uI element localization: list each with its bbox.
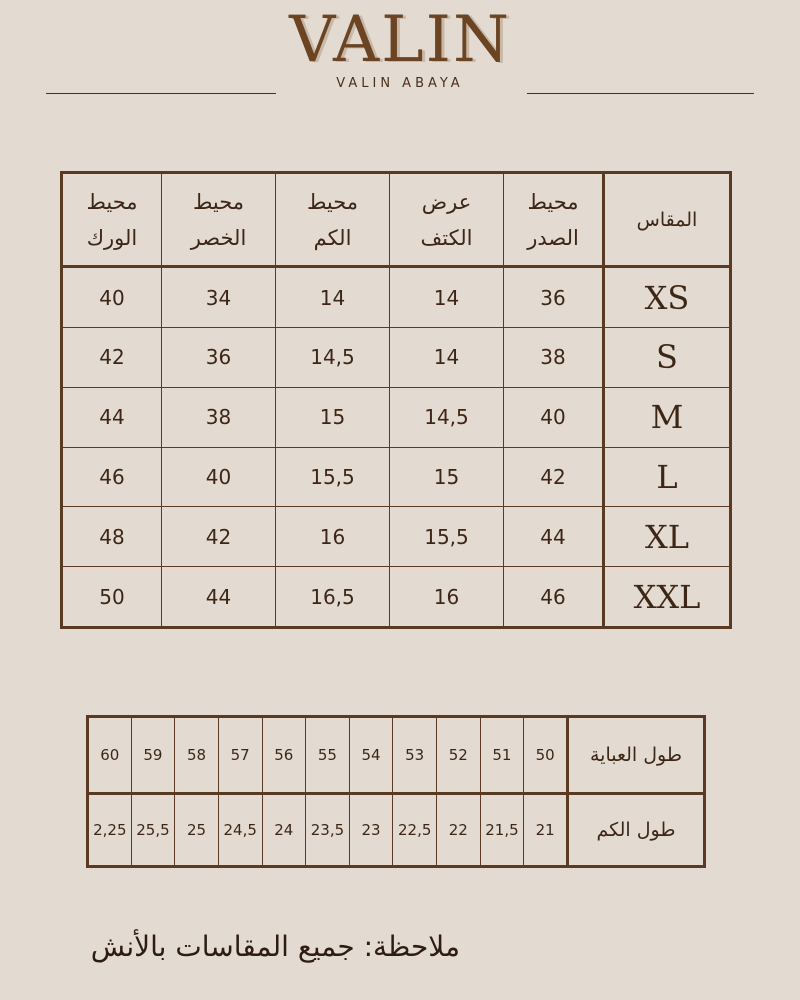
- size-row: [62, 328, 731, 388]
- abaya-length-cell: 52: [437, 717, 481, 794]
- cell-sleeve: 14: [276, 267, 390, 328]
- length-table: [86, 715, 706, 868]
- cell-waist: 38: [162, 387, 276, 447]
- size-row: [62, 567, 731, 628]
- header-hip: محيط الورك: [62, 173, 162, 267]
- abaya-length-cell: 57: [218, 717, 262, 794]
- sleeve-length-cell: 24,5: [218, 794, 262, 867]
- abaya-length-cell: 60: [88, 717, 132, 794]
- cell-waist: 40: [162, 447, 276, 507]
- cell-chest: 44: [504, 507, 604, 567]
- cell-waist: 36: [162, 328, 276, 388]
- size-chart-table: [60, 171, 732, 629]
- cell-shoulder: 16: [390, 567, 504, 628]
- cell-sleeve: 15: [276, 387, 390, 447]
- cell-waist: 34: [162, 267, 276, 328]
- cell-chest: 36: [504, 267, 604, 328]
- header-shoulder: عرض الكتف: [390, 173, 504, 267]
- size-row: [62, 447, 731, 507]
- cell-chest: 42: [504, 447, 604, 507]
- header-chest: محيط الصدر: [504, 173, 604, 267]
- sleeve-length-label: طول الكم: [568, 794, 705, 867]
- cell-shoulder: 15: [390, 447, 504, 507]
- cell-hip: 44: [62, 387, 162, 447]
- brand-subtitle: VALIN ABAYA: [336, 76, 464, 91]
- size-row: [62, 387, 731, 447]
- cell-hip: 40: [62, 267, 162, 328]
- cell-size: XS: [604, 267, 731, 328]
- cell-hip: 42: [62, 328, 162, 388]
- divider-right: [527, 93, 754, 94]
- cell-waist: 42: [162, 507, 276, 567]
- sleeve-length-cell: 25,5: [131, 794, 175, 867]
- sleeve-length-cell: 24: [262, 794, 306, 867]
- measurement-note: ملاحظة: جميع المقاسات بالأنش: [90, 930, 460, 963]
- cell-hip: 46: [62, 447, 162, 507]
- header-waist: محيط الخصر: [162, 173, 276, 267]
- cell-chest: 38: [504, 328, 604, 388]
- cell-size: XXL: [604, 567, 731, 628]
- cell-size: S: [604, 328, 731, 388]
- abaya-length-label: طول العباية: [568, 717, 705, 794]
- sleeve-length-row: [88, 794, 705, 867]
- cell-shoulder: 14: [390, 267, 504, 328]
- abaya-length-cell: 51: [480, 717, 524, 794]
- sleeve-length-cell: 21,5: [480, 794, 524, 867]
- cell-size: XL: [604, 507, 731, 567]
- sleeve-length-cell: 21: [524, 794, 568, 867]
- brand-logo: VALIN: [289, 3, 511, 77]
- cell-sleeve: 16,5: [276, 567, 390, 628]
- brand-header: [0, 0, 800, 110]
- abaya-length-cell: 53: [393, 717, 437, 794]
- sleeve-length-cell: 2,25: [88, 794, 132, 867]
- cell-waist: 44: [162, 567, 276, 628]
- cell-hip: 48: [62, 507, 162, 567]
- cell-chest: 46: [504, 567, 604, 628]
- abaya-length-cell: 58: [175, 717, 219, 794]
- abaya-length-cell: 59: [131, 717, 175, 794]
- sleeve-length-cell: 22,5: [393, 794, 437, 867]
- abaya-length-cell: 56: [262, 717, 306, 794]
- cell-hip: 50: [62, 567, 162, 628]
- cell-sleeve: 15,5: [276, 447, 390, 507]
- sleeve-length-cell: 23: [349, 794, 393, 867]
- abaya-length-cell: 54: [349, 717, 393, 794]
- cell-size: M: [604, 387, 731, 447]
- sleeve-length-cell: 25: [175, 794, 219, 867]
- divider-left: [46, 93, 276, 94]
- size-chart-header-row: [62, 173, 731, 267]
- cell-shoulder: 14: [390, 328, 504, 388]
- sleeve-length-cell: 23,5: [306, 794, 350, 867]
- cell-sleeve: 14,5: [276, 328, 390, 388]
- cell-size: L: [604, 447, 731, 507]
- sleeve-length-cell: 22: [437, 794, 481, 867]
- cell-sleeve: 16: [276, 507, 390, 567]
- abaya-length-row: [88, 717, 705, 794]
- header-sleeve: محيط الكم: [276, 173, 390, 267]
- abaya-length-cell: 55: [306, 717, 350, 794]
- size-row: [62, 507, 731, 567]
- cell-shoulder: 15,5: [390, 507, 504, 567]
- cell-shoulder: 14,5: [390, 387, 504, 447]
- size-row: [62, 267, 731, 328]
- cell-chest: 40: [504, 387, 604, 447]
- header-size: المقاس: [604, 173, 731, 267]
- abaya-length-cell: 50: [524, 717, 568, 794]
